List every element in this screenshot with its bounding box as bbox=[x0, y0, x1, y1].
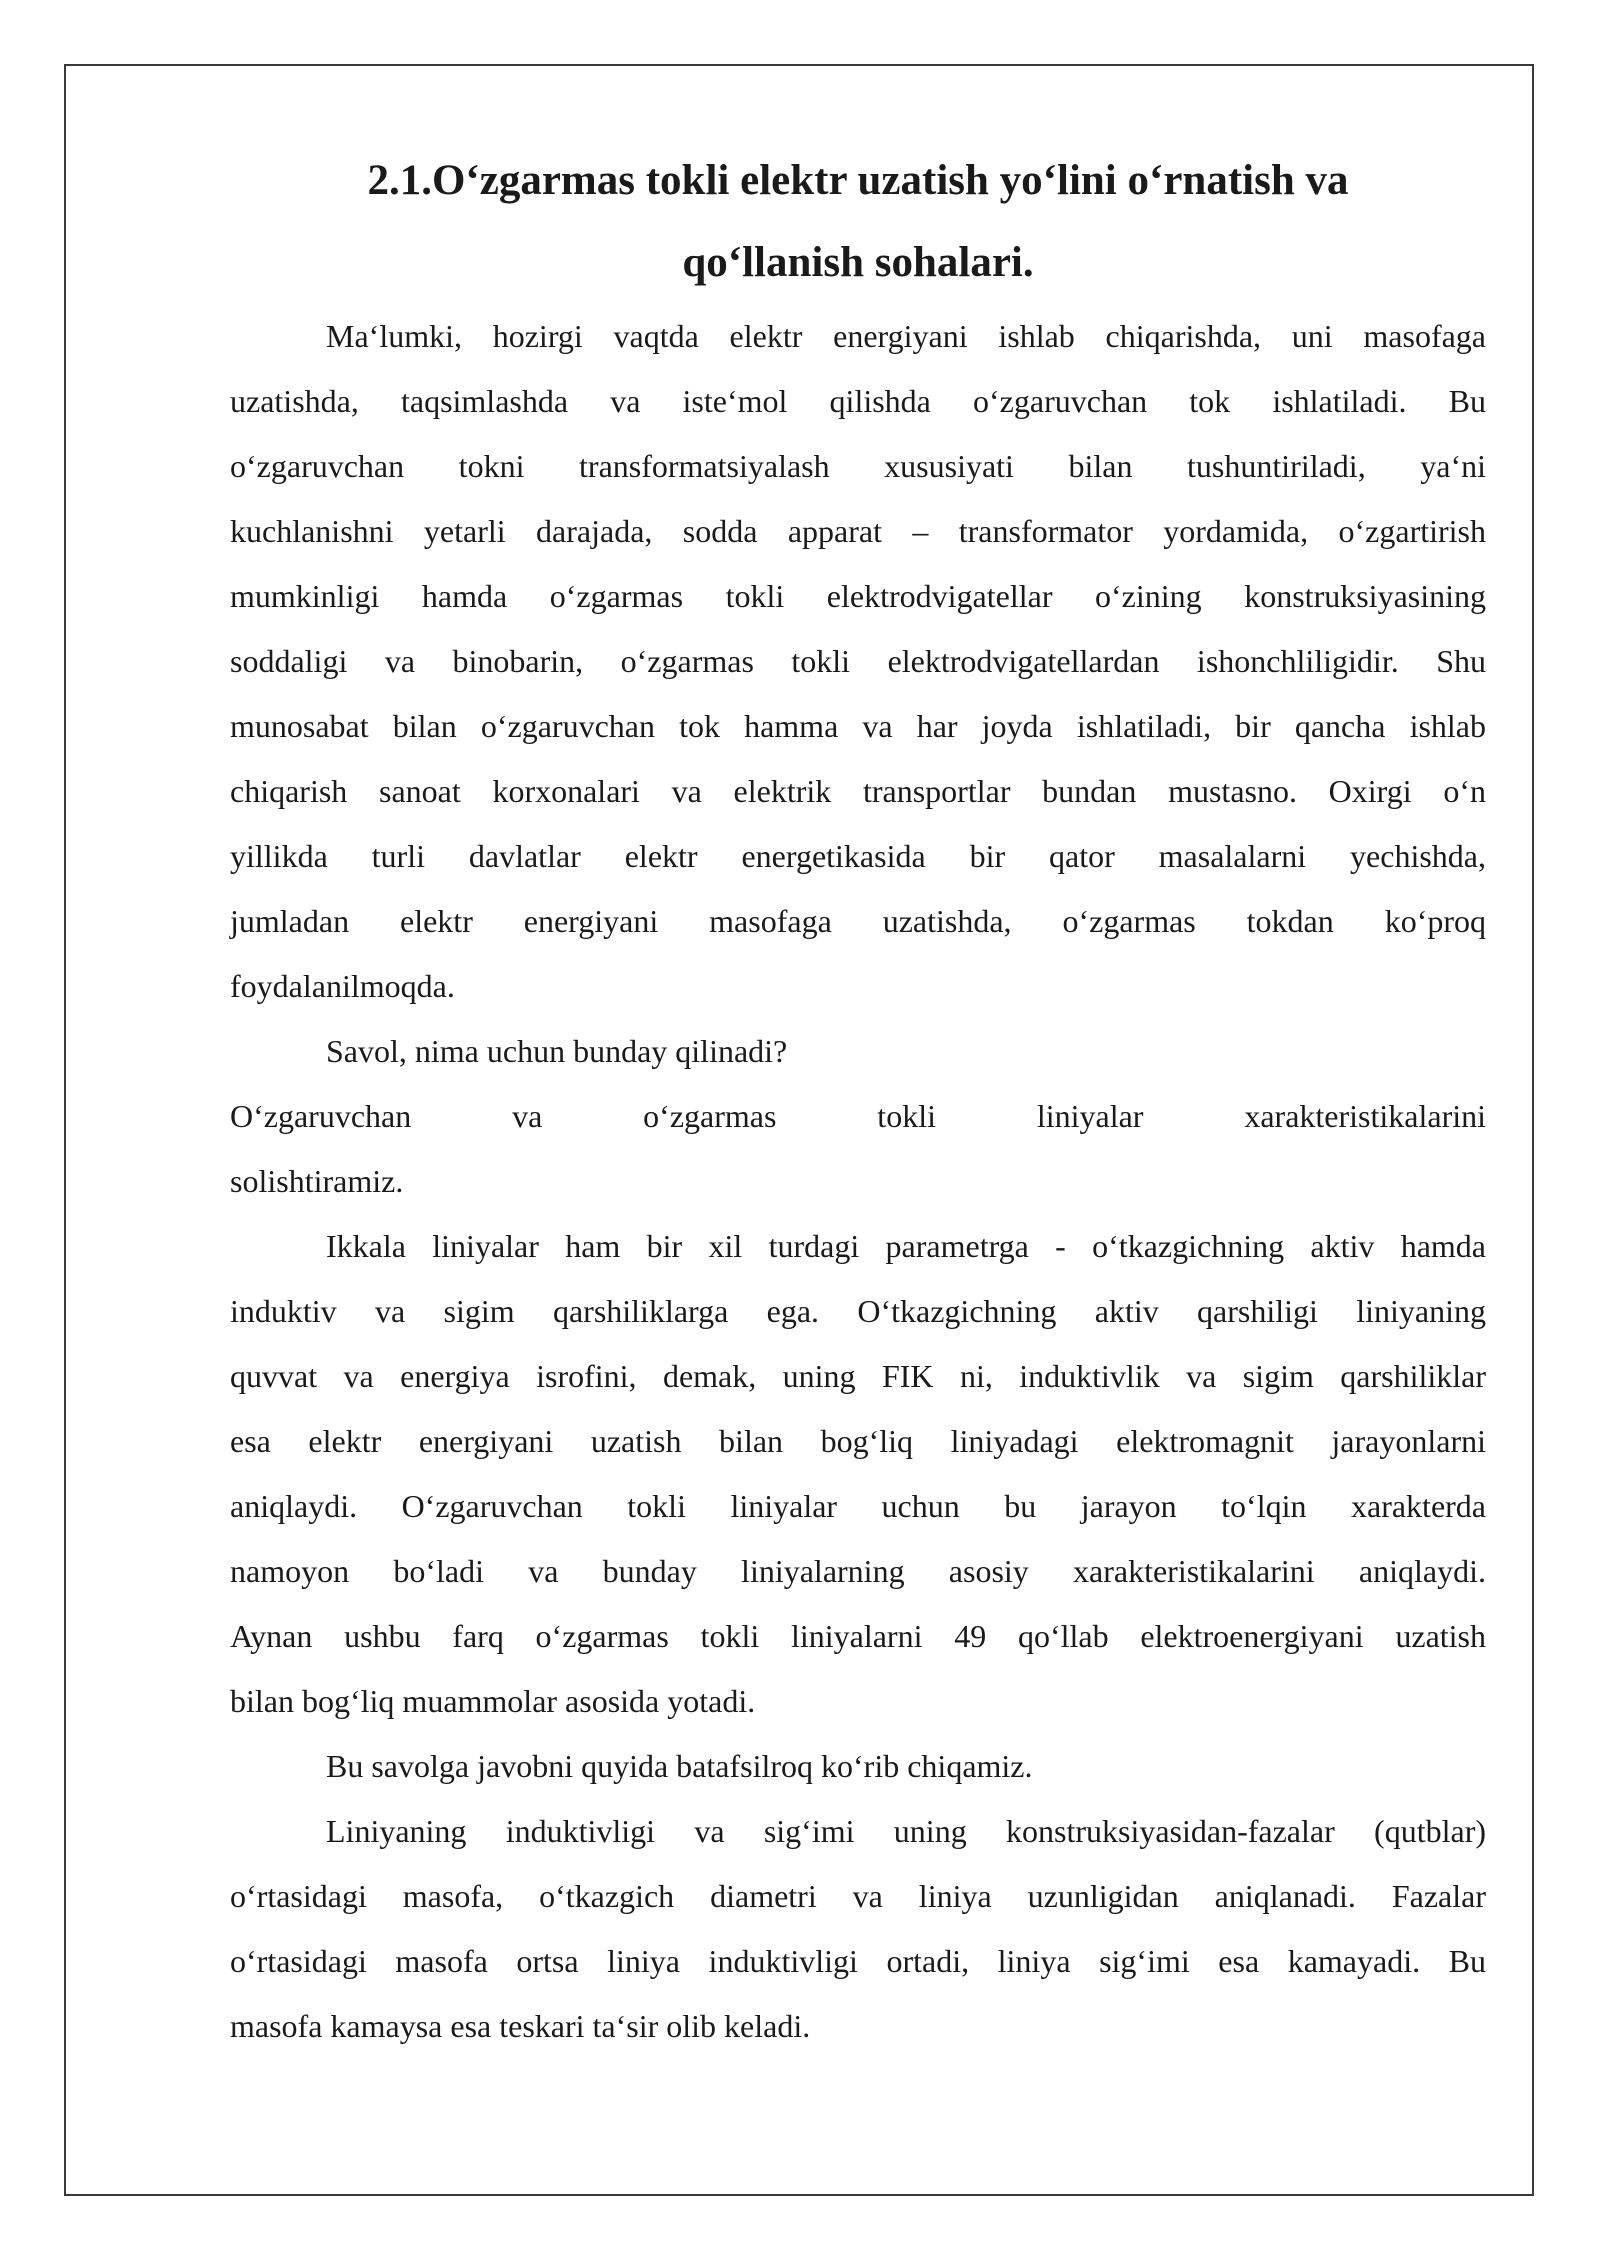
text-line: munosabat bilan oʻzgaruvchan tok hamma va har joyda ishlatiladi, bir qancha ishlab bbox=[230, 708, 1486, 744]
text-line: namoyon boʻladi va bunday liniyalarning asosiy xarakteristikalarini aniqlaydi. bbox=[230, 1553, 1486, 1589]
paragraph bbox=[230, 1734, 1486, 1799]
text-line: Oʻzgaruvchan va oʻzgarmas tokli liniyalar xarakteristikalarini bbox=[230, 1098, 1486, 1134]
paragraph bbox=[230, 1214, 1486, 1734]
text-line: masofa kamaysa esa teskari taʻsir olib keladi. bbox=[230, 2008, 811, 2044]
paragraph bbox=[230, 1019, 1486, 1084]
text-line: Aynan ushbu farq oʻzgarmas tokli liniyalarni 49 qoʻllab elektroenergiyani uzatish bbox=[230, 1618, 1486, 1654]
text-line: quvvat va energiya isrofini, demak, uning FIK ni, induktivlik va sigim qarshiliklar bbox=[230, 1358, 1486, 1394]
text-line: mumkinligi hamda oʻzgarmas tokli elektrodvigatellar oʻzining konstruksiyasining bbox=[230, 578, 1486, 614]
text-line: Liniyaning induktivligi va sigʻimi uning konstruksiyasidan-fazalar (qutblar) bbox=[326, 1813, 1486, 1849]
text-line: oʻzgaruvchan tokni transformatsiyalash xususiyati bilan tushuntiriladi, yaʻni bbox=[230, 448, 1486, 484]
section-title-line: 2.1.Oʻzgarmas tokli elektr uzatish yoʻlini oʻrnatish va bbox=[367, 157, 1349, 204]
text-line: uzatishda, taqsimlashda va isteʻmol qilishda oʻzgaruvchan tok ishlatiladi. Bu bbox=[230, 383, 1486, 419]
text-line: esa elektr energiyani uzatish bilan bogʻliq liniyadagi elektromagnit jarayonlarni bbox=[230, 1423, 1486, 1459]
text-line: jumladan elektr energiyani masofaga uzatishda, oʻzgarmas tokdan koʻproq bbox=[230, 903, 1486, 939]
section-title-line: qoʻllanish sohalari. bbox=[682, 239, 1034, 286]
text-line: kuchlanishni yetarli darajada, sodda apparat – transformator yordamida, oʻzgartirish bbox=[230, 513, 1486, 549]
paragraph bbox=[230, 304, 1486, 1019]
paragraph bbox=[230, 1799, 1486, 2059]
text-line: solishtiramiz. bbox=[230, 1163, 404, 1199]
text-line: Bu savolga javobni quyida batafsilroq koʻrib chiqamiz. bbox=[326, 1748, 1033, 1784]
text-line: Maʻlumki, hozirgi vaqtda elektr energiyani ishlab chiqarishda, uni masofaga bbox=[326, 318, 1486, 354]
text-line: bilan bogʻliq muammolar asosida yotadi. bbox=[230, 1683, 756, 1719]
text-line: induktiv va sigim qarshiliklarga ega. Oʻtkazgichning aktiv qarshiligi liniyaning bbox=[230, 1293, 1486, 1329]
text-line: Savol, nima uchun bunday qilinadi? bbox=[326, 1033, 788, 1069]
text-line: oʻrtasidagi masofa, oʻtkazgich diametri va liniya uzunligidan aniqlanadi. Fazalar bbox=[230, 1878, 1486, 1914]
text-line: oʻrtasidagi masofa ortsa liniya induktivligi ortadi, liniya sigʻimi esa kamayadi. Bu bbox=[230, 1943, 1486, 1979]
text-line: foydalanilmoqda. bbox=[230, 968, 455, 1004]
text-line: aniqlaydi. Oʻzgaruvchan tokli liniyalar uchun bu jarayon toʻlqin xarakterda bbox=[230, 1488, 1486, 1524]
text-line: chiqarish sanoat korxonalari va elektrik transportlar bundan mustasno. Oxirgi oʻn bbox=[230, 773, 1486, 809]
paragraph-list bbox=[230, 304, 1486, 2059]
section-title bbox=[230, 140, 1486, 304]
text-line: Ikkala liniyalar ham bir xil turdagi parametrga - oʻtkazgichning aktiv hamda bbox=[326, 1228, 1486, 1264]
document-body bbox=[230, 140, 1486, 2059]
text-line: yillikda turli davlatlar elektr energetikasida bir qator masalalarni yechishda, bbox=[230, 838, 1486, 874]
paragraph bbox=[230, 1084, 1486, 1214]
text-line: soddaligi va binobarin, oʻzgarmas tokli elektrodvigatellardan ishonchliligidir. Shu bbox=[230, 643, 1486, 679]
